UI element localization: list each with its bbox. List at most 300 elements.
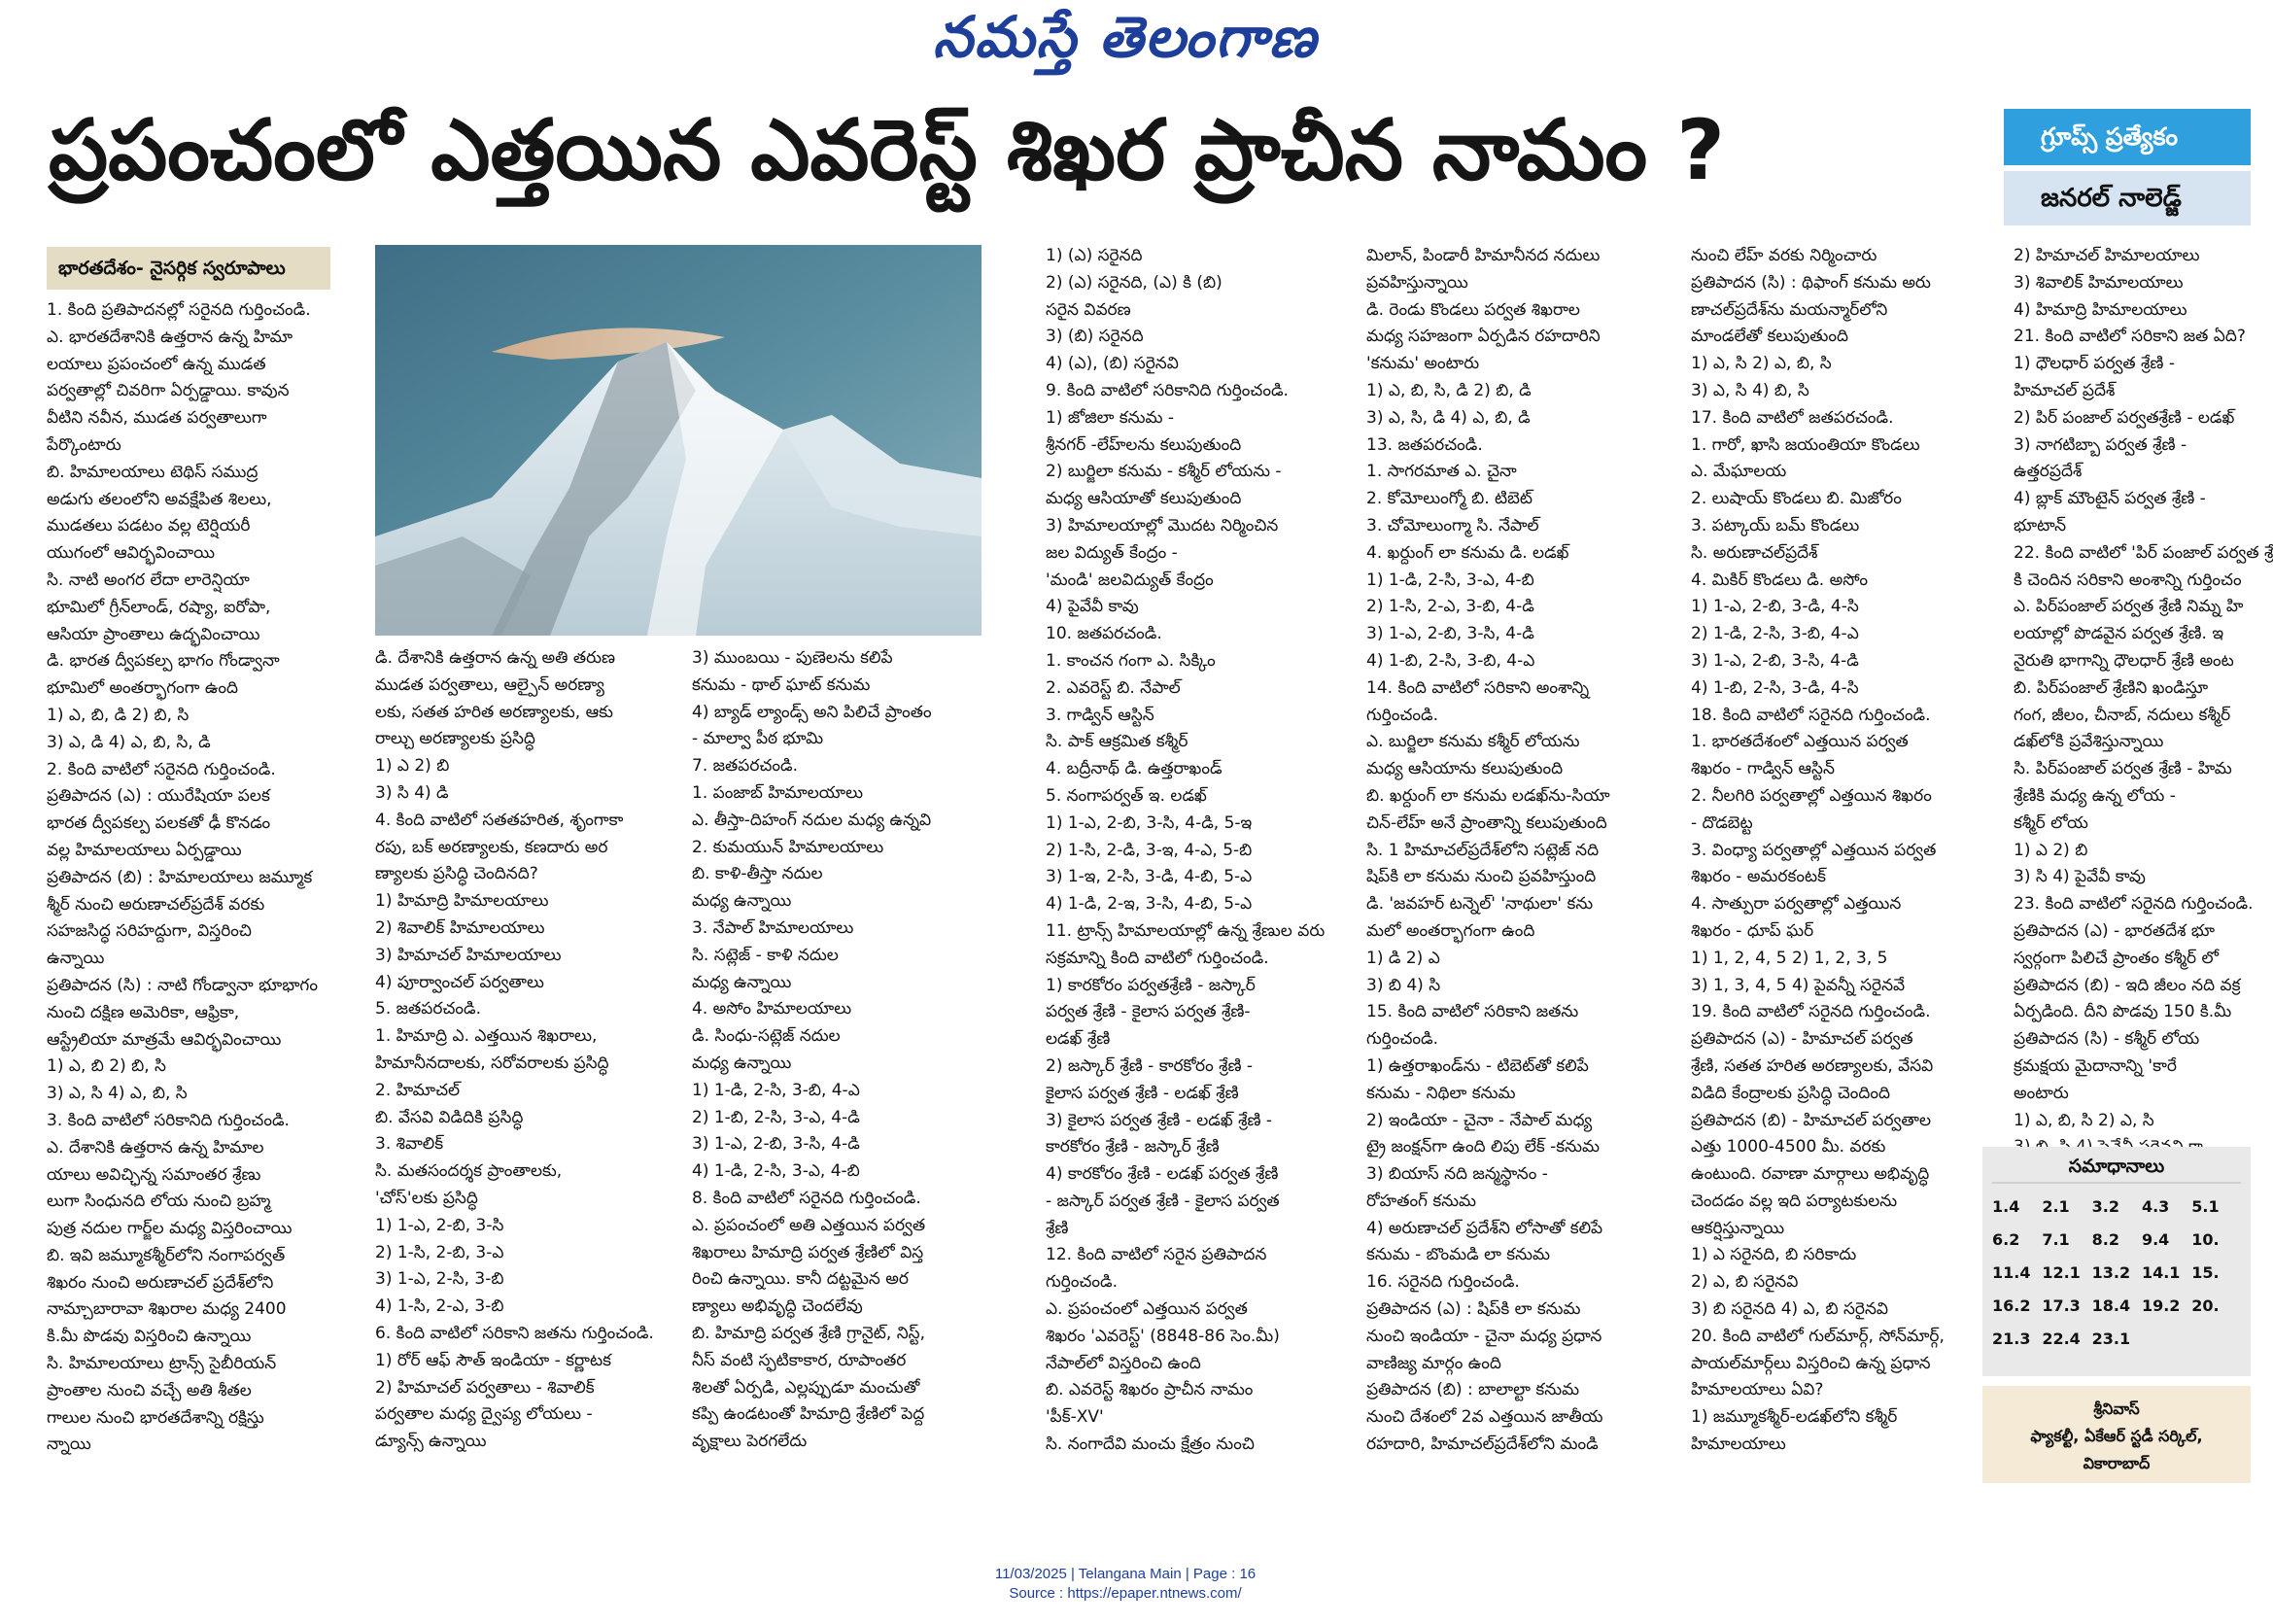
text-line: నైరుతి భాగాన్ని ధౌలధార్ శ్రేణి అంట [2014,650,2234,671]
text-line: ప్రాంతాల నుంచి వచ్చే అతి శీతల [47,1380,252,1400]
text-line: బి. ఎవరెస్ట్ శిఖరం ప్రాచీన నామం [1046,1380,1254,1400]
text-line: బి. కాళి-తీస్తా నదుల [692,864,823,884]
text-line: 18. కింది వాటిలో సరైనది గుర్తించండి. [1691,705,1931,725]
text-line: బి. ఇవి జమ్మూకశ్మీర్‌లోని నంగాపర్వత్ [47,1245,286,1265]
text-line: కారకోరం శ్రేణి - జస్కార్ శ్రేణి [1046,1137,1220,1158]
text-line: 1) ఎ, బి, డి 2) బి, సి [47,705,189,725]
text-line: 3) ఎ, సి, డి 4) ఎ, బి, డి [1366,407,1531,428]
text-line: 2) జస్కార్ శ్రేణి - కారకోరం శ్రేణి - [1046,1055,1254,1076]
text-line: 4. బద్రీనాథ్ డి. ఉత్తరాఖండ్ [1046,759,1223,779]
text-line: 4) 1-బి, 2-సి, 3-డి, 4-సి [1691,677,1859,698]
text-line: 3) ఎ, సి 4) ఎ, బి, సి [47,1084,188,1104]
text-line: సి. సట్లెజ్ - కాళి నదుల [692,945,839,965]
text-line: నుంచి దక్షిణ అమెరికా, ఆఫ్రికా, [47,1002,240,1022]
text-line: ఏర్పడింది. దీని పొడవు 150 కి.మీ [2014,1002,2232,1022]
text-line: 6. కింది వాటిలో సరికాని జతను గుర్తించండి. [375,1323,654,1343]
text-line: 4. సాత్పురా పర్వతాల్లో ఎత్తయిన [1691,894,1902,915]
text-line: ఎ. బుర్జిలా కనుమ కశ్మీర్ లోయను [1366,732,1580,752]
text-line: 3) హిమాచల్ హిమాలయాలు [375,945,562,965]
text-line: 1. హిమాద్రి ఎ. ఎత్తయిన శిఖరాలు, [375,1026,598,1047]
text-line: 17. కింది వాటిలో జతపరచండి. [1691,407,1894,428]
text-line: 2) హిమాచల్ హిమాలయాలు [2014,246,2200,265]
text-line: పాయల్‌మార్గ్‌లు విస్తరించి ఉన్న ప్రధాన [1691,1353,1931,1373]
text-line: రించి ఉన్నాయి. కానీ దట్టమైన అర [692,1269,909,1290]
text-line: నుంచి లేహ్ వరకు నిర్మించారు [1691,246,1877,265]
text-line: సి. నంగాదేవి మంచు క్షేత్రం నుంచి [1046,1434,1255,1455]
text-line: 1) ఎ, సి 2) ఎ, బి, సి [1691,354,1832,374]
text-line: ప్రతిపాదన (బి) - ఇది జీలం నది వక్ర [2014,975,2241,995]
text-line: 5. నంగాపర్వత్ ఇ. లడఖ్ [1046,785,1207,806]
text-line: 4) 1-సి, 2-ఎ, 3-బి [375,1296,504,1317]
text-line: 1. గారో, ఖాసి జయంతియా కొండలు [1691,434,1920,455]
text-line: గంగ, జీలం, చీనాబ్, నదులు కశ్మీర్ [2014,705,2231,725]
answer-cell: 16.2 [1992,1296,2031,1315]
text-line: - మాల్వా పీఠ భూమి [692,729,824,749]
text-line: 3. నేపాల్ హిమాలయాలు [692,917,854,938]
text-line: 14. కింది వాటిలో సరికాని అంశాన్ని [1366,677,1590,698]
text-line: 3) సి 4) డి [375,782,449,803]
author-name: శ్రీనివాస్ [2093,1399,2140,1418]
text-line: 10. జతపరచండి. [1046,624,1162,644]
text-line: 1) హిమాద్రి హిమాలయాలు [375,891,549,912]
text-line: ఉంటుంది. రవాణా మార్గాలు అభివృద్ధి [1691,1164,1930,1185]
text-line: ప్రతిపాదన (సి) : నాటి గోండ్వానా భూభాగం [47,975,318,995]
text-line: 'కనుమ' అంటారు [1366,354,1480,374]
text-line: మధ్య ఉన్నాయి [692,972,792,992]
text-line: 1) 1-ఎ, 2-బి, 3-డి, 4-సి [1691,597,1859,617]
text-line: శిఖరం - గాడ్విన్ ఆస్టిన్ [1691,759,1835,779]
answer-cell: 6.2 [1992,1229,2020,1249]
text-line: బి. హిమాలయాలు టెథిస్ సముద్ర [47,462,258,482]
text-line: రహదారి, హిమాచల్‌ప్రదేశ్‌లోని మండి [1366,1434,1599,1455]
text-line: మధ్య ఉన్నాయి [692,891,792,912]
text-line: ప్రతిపాదన (సి) : థిఫాంగ్ కనుమ అరు [1691,272,1931,293]
text-line: 11. ట్రాన్స్ హిమాలయాల్లో ఉన్న శ్రేణుల వరు [1046,920,1326,941]
text-line: డి. 'జవహర్ టన్నెల్' 'నాథులా' కను [1366,894,1594,915]
text-line: 3) 1-ఎ, 2-సి, 3-బి [375,1269,504,1290]
text-line: ఆకర్షిస్తున్నాయి [1691,1218,1785,1238]
text-line: 8. కింది వాటిలో సరైనది గుర్తించండి. [692,1188,921,1208]
text-line: 4. అసోం హిమాలయాలు [692,999,852,1019]
text-line: వృక్షాలు పెరగలేదు [692,1432,808,1452]
column-5 [1366,243,1681,1506]
text-line: 1) జోజిలా కనుమ - [1046,407,1174,428]
answer-cell: 1.4 [1992,1196,2020,1216]
text-line: శిఖరం - ధూప్ ఘర్ [1691,920,1814,941]
text-line: డి. భారత ద్వీపకల్ప భాగం గోండ్వానా [47,651,280,672]
text-line: ణ్యాలకు ప్రసిద్ధి చెందినది? [375,864,538,884]
text-line: డి. రెండు కొండలు పర్వత శిఖరాల [1366,299,1580,320]
text-line: 4. ఖర్దుంగ్ లా కనుమ డి. లడఖ్ [1366,542,1569,563]
text-line: 4. మికిర్ కొండలు డి. అసోం [1691,570,1868,590]
text-line: విడిది కేంద్రాలకు ప్రసిద్ధి చెందింది [1691,1083,1891,1103]
text-line: ఉన్నాయి [47,949,105,969]
text-line: 2) 1-సి, 2-బి, 3-ఎ [375,1242,504,1262]
text-line: 20. కింది వాటిలో గుల్‌మార్గ్, సోన్‌మార్గ్, [1691,1326,1945,1346]
answer-cell: 21.3 [1992,1329,2031,1348]
text-line: సి. పిర్‌పంజాల్ పర్వత శ్రేణి - హిమ [2014,759,2232,779]
text-line: రపు, బక్ అరణ్యాలకు, కణదారు అర [375,837,608,857]
text-line: న్నాయి [47,1434,91,1455]
text-line: కప్పి ఉండటంతో హిమాద్రి శ్రేణిలో పెద్ద [692,1404,925,1425]
text-line: లుగా సింధునది లోయ నుంచి బ్రహ్మ [47,1192,271,1212]
text-line: ఎ. మేఘాలయ [1691,462,1787,482]
text-line: నేపాల్‌లో విస్తరించి ఉంది [1046,1353,1201,1373]
text-line: 1) 1, 2, 4, 5 2) 1, 2, 3, 5 [1691,948,1888,968]
answers-row [1992,1256,2241,1289]
text-line: రాల్చు అరణ్యాలకు ప్రసిద్ధి [375,729,535,749]
text-line: మాండలే‌తో కలుపుతుంది [1691,327,1849,347]
text-line: 2) బుర్జిలా కనుమ - కశ్మీర్ లోయను - [1046,462,1282,482]
answers-row [1992,1289,2241,1322]
text-line: 3) బి సరైనది 4) ఎ, బి సరైనవి [1691,1299,1889,1320]
text-line: యాలు అవిచ్ఛిన్న సమాంతర శ్రేణు [47,1164,261,1185]
text-line: 1) జమ్మూకశ్మీర్-లడఖ్‌లోని కశ్మీర్ [1691,1407,1898,1428]
text-line: సి. అరుణాచల్‌ప్రదేశ్ [1691,542,1818,563]
text-line: ఎ. భారతదేశానికి ఉత్తరాన ఉన్న హిమా [47,327,293,347]
answer-cell: 2.1 [2042,1196,2070,1216]
text-line: రోహతంగ్ కనుమ [1366,1191,1477,1211]
answers-box [1982,1147,2251,1376]
text-line: ప్రతిపాదన (ఎ) : యురేషియా పలక [47,786,270,807]
text-line: శిఖరం 'ఎవరెస్ట్' (8848-86 సెం.మీ) [1046,1326,1280,1346]
text-line: 1) డి 2) ఎ [1366,948,1440,968]
answer-cell: 18.4 [2091,1296,2131,1315]
column-3 [692,645,999,1501]
column-7 [2014,243,2273,1137]
text-line: హిమానీనదాలకు, సరోవరాలకు ప్రసిద్ధి [375,1053,609,1073]
text-line: 2. కుమయున్ హిమాలయాలు [692,837,884,857]
text-line: 2) పిర్ పంజాల్ పర్వతశ్రేణి - లడఖ్ [2014,407,2235,428]
text-line: గుర్తించండి. [1366,705,1439,725]
author-box [1982,1386,2251,1483]
text-line: బి. పిర్‌పంజాల్ శ్రేణిని ఖండిస్తూ [2014,677,2209,698]
text-line: శ్రేణికి మధ్య ఉన్న లోయ - [2014,785,2176,806]
text-line: - జస్కార్ పర్వత శ్రేణి - కైలాస పర్వత [1046,1191,1280,1211]
text-line: ముడత పర్వతాలు, ఆల్పైన్ అరణ్యా [375,674,604,695]
text-line: 1. సాగరమాత ఎ. చైనా [1366,462,1517,482]
text-line: 4) 1-బి, 2-సి, 3-బి, 4-ఎ [1366,650,1535,671]
text-line: సరైన వివరణ [1046,299,1131,320]
text-line: సి. హిమాలయాలు ట్రాన్స్ సైబీరియన్ [47,1354,277,1374]
text-line: సి. మతసందర్శక ప్రాంతాలకు, [375,1161,563,1182]
column-2 [375,645,678,1501]
answer-cell: 13.2 [2091,1262,2131,1282]
text-line: ఎ. ప్రపంచంలో ఎత్తయిన పర్వత [1046,1299,1248,1320]
text-line: 4) హిమాద్రి హిమాలయాలు [2014,299,2187,320]
text-line: ఎత్తు 1000-4500 మీ. వరకు [1691,1137,1886,1158]
text-line: 3) బి 4) సి [1366,975,1441,995]
text-line: సి. నాటి అంగర లేదా లారెన్షియా [47,570,250,590]
text-line: కి చెందిన సరికాని అంశాన్ని గుర్తించం [2014,570,2242,590]
column-1 [47,297,358,1503]
text-line: 3. పట్కాయ్ బమ్ కొండలు [1691,515,1860,536]
answer-cell: 17.3 [2042,1296,2081,1315]
text-line: 2) 1-డి, 2-సి, 3-బి, 4-ఎ [1691,624,1859,644]
text-line: భారత ద్వీపకల్ప పలకతో ఢీ కొనడం [47,813,271,834]
answer-cell: 4.3 [2141,1196,2170,1216]
text-line: 12. కింది వాటిలో సరైన ప్రతిపాదన [1046,1245,1267,1265]
text-line: 7. జతపరచండి. [692,756,798,777]
text-line: 'మండి' జలవిద్యుత్ కేంద్రం [1046,570,1214,590]
column-4 [1046,243,1349,1506]
text-line: 1) 1-ఎ, 2-బి, 3-సి [375,1215,504,1235]
text-line: 3) ఎ, డి 4) ఎ, బి, సి, డి [47,732,211,752]
text-line: 4) బ్యాడ్ ల్యాండ్స్ అని పిలిచే ప్రాంతం [692,702,932,722]
page-footer [0,1565,2251,1604]
text-line: 2. లుషాయ్ కొండలు బి. మిజోరం [1691,489,1902,509]
answer-cell: 11.4 [1992,1262,2031,1282]
text-line: మధ్య ఆసియాతో కలుపుతుంది [1046,489,1242,509]
text-line: 2. నీలగిరి పర్వతాల్లో ఎత్తయిన శిఖరం [1691,785,1932,806]
text-line: 4) 1-డి, 2-సి, 3-ఎ, 4-బి [692,1161,860,1182]
answer-cell: 23.1 [2091,1329,2131,1348]
text-line: డఖ్‌లోకి ప్రవేశిస్తున్నాయి [2014,732,2164,752]
text-line: 16. సరైనది గుర్తించండి. [1366,1272,1520,1293]
text-line: భూమిలో గ్రీన్‌లాండ్, రష్యా, ఐరోపా, [47,597,271,617]
text-line: కైలాస పర్వత శ్రేణి - లడఖ్ శ్రేణి [1046,1083,1239,1103]
answer-cell: 15. [2191,1262,2220,1282]
text-line: జల విద్యుత్ కేంద్రం - [1046,542,1178,563]
text-line: హిమాచల్ ప్రదేశ్ [2014,380,2116,400]
text-line: పర్వత శ్రేణి - కైలాస పర్వత శ్రేణి- [1046,1002,1251,1022]
text-line: హిమాలయాలు [1691,1434,1786,1455]
text-line: 4) అరుణాచల్ ప్రదేశ్‌ని లోసాతో కలిపే [1366,1218,1603,1238]
text-line: 2) 1-సి, 2-ఎ, 3-బి, 4-డి [1366,597,1534,617]
text-line: మధ్య సహజంగా ఏర్పడిన రహదారిని [1366,327,1601,347]
text-line: అంటారు [2014,1083,2069,1103]
text-line: 21. కింది వాటిలో సరికాని జత ఏది? [2014,327,2246,347]
text-line: 19. కింది వాటిలో సరైనది గుర్తించండి. [1691,1002,1931,1022]
text-line: ప్రతిపాదన (బి) - హిమాచల్ పర్వతాల [1691,1110,1932,1130]
text-line: మధ్య ఉన్నాయి [692,1053,792,1073]
text-line: వీటిని నవీన, ముడత పర్వతాలుగా [47,408,267,429]
text-line: సి. పాక్ ఆక్రమిత కశ్మీర్ [1046,732,1188,752]
text-line: శ్రేణి, సతత హరిత అరణ్యాలకు, వేసవి [1691,1055,1934,1076]
text-line: చిన్-లేహ్ అనే ప్రాంతాన్ని కలుపుతుంది [1366,812,1607,833]
text-line: షిప్‌కి లా కనుమ నుంచి ప్రవహిస్తుంది [1366,867,1597,887]
answer-cell: 14.1 [2141,1262,2181,1282]
answer-cell: 7.1 [2042,1229,2070,1249]
text-line: ప్రతిపాదన (బి) : బాలాల్టా కనుమ [1366,1380,1580,1400]
text-line: లడఖ్ శ్రేణి [1046,1029,1111,1050]
text-line: 1) 1-డి, 2-సి, 3-ఎ, 4-బి [1366,570,1534,590]
subject-tag: జనరల్ నాలెడ్జ్ [2004,171,2251,225]
text-line: శిఖరం - అమరకంటక్ [1691,867,1826,887]
text-line: 2) 1-బి, 2-సి, 3-ఎ, 4-డి [692,1107,860,1127]
text-line: 1) ఎ, బి 2) బి, సి [47,1056,166,1077]
text-line: డ్యూన్స్ ఉన్నాయి [375,1432,487,1452]
text-line: 'పీక్-XV' [1046,1407,1104,1428]
text-line: అడుగు తలంలోని అవక్షేపిత శిలలు, [47,489,272,509]
text-line: శ్మీర్ నుంచి అరుణాచల్‌ప్రదేశ్ వరకు [47,894,265,915]
text-line: శిఖరం నుంచి అరుణాచల్ ప్రదేశ్‌లోని [47,1272,274,1293]
text-line: డి. సింధు-సట్లెజ్ నదుల [692,1026,841,1047]
answer-cell: 10. [2191,1229,2220,1249]
text-line: శిలతో ఏర్పడి, ఎల్లప్పుడూ మంచుతో [692,1377,920,1398]
text-line: 3) హిమాలయాల్లో మొదట నిర్మించిన [1046,515,1279,536]
text-line: 3. చోమోలుంగ్మా సి. నేపాల్ [1366,515,1539,536]
text-line: కనుమ - నిథిలా కనుమ [1366,1083,1516,1103]
text-line: 3) ఎ, సి 4) బి, సి [1691,380,1809,400]
text-line: శిఖరాలు హిమాద్రి పర్వత శ్రేణిలో విస్త [692,1242,924,1262]
text-line: భూటాన్ [2014,515,2067,536]
text-line: మిలాన్, పిండారీ హిమానీనద నదులు [1366,246,1601,265]
text-line: సక్రమాన్ని కింది వాటిలో గుర్తించండి. [1046,948,1269,968]
text-line: 13. జతపరచండి. [1366,434,1483,455]
text-line: 3. వింధ్యా పర్వతాల్లో ఎత్తయిన పర్వత [1691,840,1937,860]
text-line: నీస్ వంటి స్ఫటికాకార, రూపాంతర [692,1350,907,1370]
text-line: - దొడబెట్ట [1691,812,1753,833]
text-line: 4) 1-డి, 2-ఇ, 3-సి, 4-బి, 5-ఎ [1046,894,1253,915]
answer-cell [2142,1322,2191,1355]
text-line: ఉత్తరప్రదేశ్ [2014,462,2083,482]
text-line: 1) 1-డి, 2-సి, 3-బి, 4-ఎ [692,1080,860,1100]
author-place: వికారాబాద్ [2083,1454,2151,1472]
newspaper-masthead: నమస్తే తెలంగాణ [933,4,1318,70]
author-designation: ఫ్యాకల్టీ, ఏకేఆర్ స్టడీ సర్కిల్, [2030,1427,2203,1445]
text-line: 4) కారకోరం శ్రేణి - లడఖ్ పర్వత శ్రేణి [1046,1164,1279,1185]
text-line: 3) శివాలిక్ హిమాలయాలు [2014,272,2184,293]
text-line: 2. కింది వాటిలో సరైనది గుర్తించండి. [47,759,276,779]
text-line: 15. కింది వాటిలో సరికాని జతను [1366,1002,1579,1022]
text-line: 4) బ్లాక్ మౌంటైన్ పర్వత శ్రేణి - [2014,489,2206,509]
text-line: 2) 1-సి, 2-డి, 3-ఇ, 4-ఎ, 5-బి [1046,840,1253,860]
text-line: 'చోస్'లకు ప్రసిద్ధి [375,1188,478,1208]
text-line: పర్వతాల మధ్య ద్వైప్య లోయలు - [375,1404,593,1425]
text-line: ఎ. దేశానికి ఉత్తరాన ఉన్న హిమాల [47,1137,264,1158]
text-line: చెందడం వల్ల ఇది పర్యాటకులను [1691,1191,1898,1211]
text-line: ఎ. పిర్‌పంజాల్ పర్వత శ్రేణి నిమ్న హి [2014,597,2244,617]
everest-photo [375,245,982,636]
text-line: క్రమక్షయ మైదానాన్ని 'కారే [2014,1055,2177,1076]
text-line: 1. కింది ప్రతిపాదనల్లో సరైనది గుర్తించండి. [47,300,311,320]
text-line: నుంచి ఇండియా - చైనా మధ్య ప్రధాన [1366,1326,1602,1346]
text-line: 2. హిమాచల్ [375,1080,461,1100]
text-line: ట్రై జంక్షన్‌గా ఉంది లిపు లేక్ -కనుమ [1366,1137,1600,1158]
answers-table [1992,1190,2241,1355]
text-line: 4) పూర్వాంచల్ పర్వతాలు [375,972,544,992]
section-label: భారతదేశం- నైసర్గిక స్వరూపాలు [47,247,330,290]
text-line: గుర్తించండి. [1046,1272,1119,1293]
text-line: 3) ముంబయి - పుణెలను కలిపే [692,648,893,668]
text-line: ణ్యాలు అభివృద్ధి చెందలేవు [692,1296,863,1317]
text-line: యుగంలో ఆవిర్భవించాయి [47,543,215,564]
answers-title: సమాధానాలు [1992,1151,2241,1184]
text-line: స్వర్గంగా పిలిచే ప్రాంతం కశ్మీర్ లో [2014,948,2219,968]
text-line: 1) (ఎ) సరైనది [1046,246,1143,265]
text-line: ప్రతిపాదన (ఎ) - భారతదేశ భూ [2014,920,2215,941]
text-line: 1) ధౌలధార్ పర్వత శ్రేణి - [2014,354,2175,374]
text-line: ఆస్ట్రేలియా మాత్రమే ఆవిర్భవించాయి [47,1029,282,1050]
text-line: 1) ఎ 2) బి [375,756,450,777]
text-line: ఎ. తీస్తా-దిహంగ్ నదుల మధ్య ఉన్నవి [692,810,932,830]
text-line: లయాల్లో పొడవైన పర్వత శ్రేణి. ఇ [2014,624,2224,644]
text-line: బి. ఖర్దుంగ్ లా కనుమ లడఖ్‌ను-సియా [1366,785,1610,806]
text-line: భూమిలో అంతర్భాగంగా ఉంది [47,678,239,699]
text-line: 3) 1-ఎ, 2-బి, 3-సి, 4-డి [1366,624,1534,644]
text-line: ప్రతిపాదన (ఎ) - హిమాచల్ పర్వత [1691,1029,1913,1050]
text-line: 1) రోర్ ఆఫ్ సౌత్ ఇండియా - కర్ణాటక [375,1350,611,1370]
footer-date-line: 11/03/2025 | Telangana Main | Page : 16 [994,1566,1257,1582]
text-line: ప్రతిపాదన (ఎ) : షిప్‌కి లా కనుమ [1366,1299,1581,1320]
text-line: 1) కారకోరం పర్వతశ్రేణి - జస్కార్ [1046,975,1256,995]
text-line: 3) 1-ఇ, 2-సి, 3-డి, 4-బి, 5-ఎ [1046,867,1253,887]
text-line: 4) (ఎ), (బి) సరైనవి [1046,354,1179,374]
text-line: 4. కింది వాటిలో సతతహరిత, శృంగాకా [375,810,624,830]
text-line: కనుమ - థాల్ ఘాట్ కనుమ [692,674,871,695]
text-line: 2) ఇండియా - చైనా - నేపాల్ మధ్య [1366,1110,1593,1130]
answer-cell: 8.2 [2091,1229,2119,1249]
text-line: మధ్య ఆసియాను కలుపుతుంది [1366,759,1564,779]
answer-cell: 5.1 [2191,1196,2220,1216]
text-line: బి. హిమాద్రి పర్వత శ్రేణి గ్రానైట్, నిస్ట్, [692,1323,925,1343]
text-line: సహజసిద్ధ సరిహద్దుగా, విస్తరించి [47,921,252,942]
text-line: గుర్తించండి. [1366,1029,1439,1050]
text-line: 1) ఎ సరైనది, బి సరికాదు [1691,1245,1857,1265]
text-line: లకు, సతత హరిత అరణ్యాలకు, ఆకు [375,702,613,722]
footer-source-link[interactable]: Source : https://epaper.ntnews.com/ [1009,1585,1242,1602]
text-line: వల్ల హిమాలయాలు ఏర్పడ్డాయి [47,840,242,860]
text-line: 1. కాంచన గంగా ఎ. సిక్కిం [1046,650,1216,671]
text-line: 2) (ఎ) సరైనది, (ఎ) కి (బి) [1046,272,1223,293]
answers-row [1992,1322,2241,1355]
text-line: పర్వతాల్లో చివరిగా ఏర్పడ్డాయి. కావున [47,381,290,401]
text-line: ణాచల్‌ప్రదేశ్‌ను మయన్మార్‌లోని [1691,299,1888,320]
text-line: 23. కింది వాటిలో సరైనది గుర్తించండి. [2014,894,2254,915]
text-line: 3) 1-ఎ, 2-బి, 3-సి, 4-డి [692,1134,860,1155]
text-line: వాణిజ్య మార్గం ఉంది [1366,1353,1501,1373]
answer-cell: 22.4 [2042,1329,2081,1348]
text-line: బి. వేసవి విడిదికి ప్రసిద్ధి [375,1107,524,1127]
text-line: 2) శివాలిక్ హిమాలయాలు [375,917,545,938]
text-line: 3) 1, 3, 4, 5 4) పైవన్నీ సరైనవే [1691,975,1906,995]
text-line: కి.మీ పొడవు విస్తరించి ఉన్నాయి [47,1327,252,1347]
text-line: నామ్చాబారావా శిఖరాల మధ్య 2400 [47,1299,287,1320]
text-line: 3) (బి) సరైనది [1046,327,1144,347]
text-line: 5. జతపరచండి. [375,999,481,1019]
text-line: 3. గాడ్విన్ ఆస్టిన్ [1046,705,1154,725]
text-line: 3) కైలాస పర్వత శ్రేణి - లడఖ్ శ్రేణి - [1046,1110,1273,1130]
text-line: 3) 1-ఎ, 2-బి, 3-సి, 4-డి [1691,650,1859,671]
text-line: పేర్కొంటారు [47,434,121,455]
text-line: 3) బియాస్ నది జన్మస్థానం - [1366,1164,1548,1185]
text-line: 3. శివాలిక్ [375,1134,444,1155]
text-line: 3. కింది వాటిలో సరికానిది గుర్తించండి. [47,1110,290,1130]
text-line: నుంచి దేశంలో 2వ ఎత్తయిన జాతీయ [1366,1407,1603,1428]
text-line: ప్రవహిస్తున్నాయి [1366,272,1468,293]
text-line: పుత్ర నదుల గార్జ్‌ల మధ్య విస్తరించాయి [47,1219,293,1239]
text-line: డి. దేశానికి ఉత్తరాన ఉన్న అతి తరుణ [375,648,616,668]
text-line: లయాలు ప్రపంచంలో ఉన్న ముడత [47,354,266,374]
answer-cell: 3.2 [2091,1196,2119,1216]
text-line: 3) నాగటిబ్బా పర్వత శ్రేణి - [2014,434,2187,455]
text-line: 1) ఎ, బి, సి 2) ఎ, సి [2014,1110,2154,1130]
text-line: 1) ఎ 2) బి [2014,840,2088,860]
text-line: కనుమ - బొంమడి లా కనుమ [1366,1245,1550,1265]
column-6 [1691,243,2000,1506]
text-line: 1. పంజాబ్ హిమాలయాలు [692,782,864,803]
text-line: 2) ఎ, బి సరైనవి [1691,1272,1799,1293]
answer-cell: 20. [2191,1296,2220,1315]
text-line: కశ్మీర్ లోయ [2014,812,2088,833]
text-line: 1) ఎ, బి, సి, డి 2) బి, డి [1366,380,1532,400]
text-line: శ్రీనగర్ -లేహ్‌లను కలుపుతుంది [1046,434,1242,455]
text-line: ఎ. ప్రపంచంలో అతి ఎత్తయిన పర్వత [692,1215,926,1235]
answer-cell: 12.1 [2042,1262,2081,1282]
text-line: 2. కోమోలుంగ్మో బి. టిబెట్ [1366,489,1533,509]
answer-cell: 19.2 [2141,1296,2181,1315]
